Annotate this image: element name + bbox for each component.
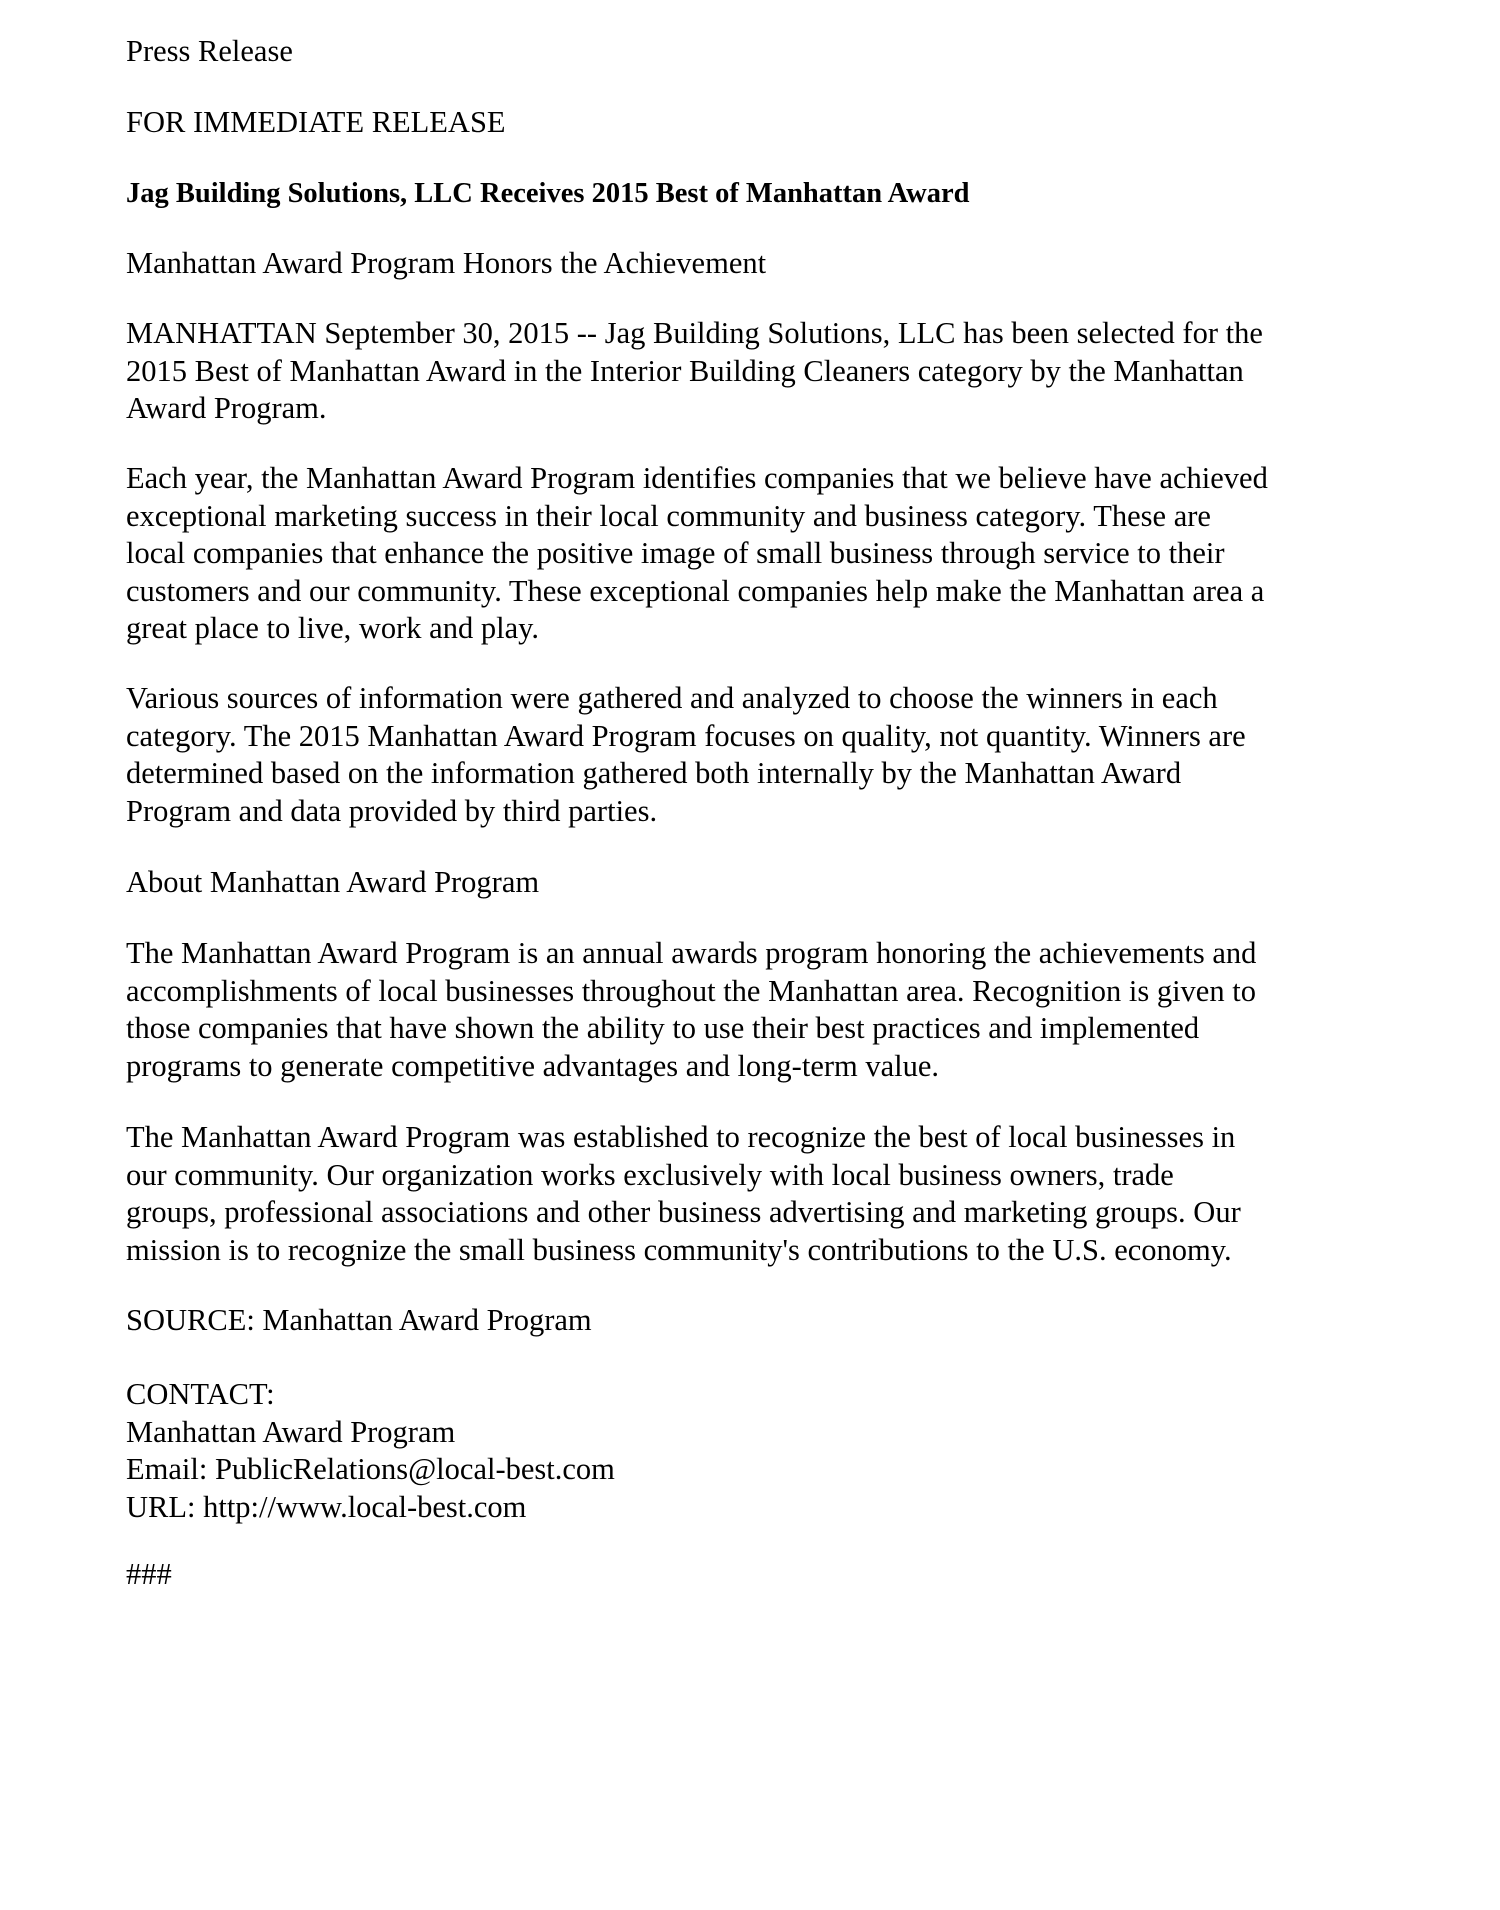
paragraph-line: The Manhattan Award Program was established to recognize the best of local businesses in — [126, 1120, 1236, 1154]
paragraph-line: category. The 2015 Manhattan Award Program focuses on quality, not quantity. Winners are — [126, 718, 1246, 753]
subheadline-text: Manhattan Award Program Honors the Achievement — [126, 246, 767, 280]
contact-organization: Manhattan Award Program — [126, 1414, 456, 1449]
source-text: SOURCE: Manhattan Award Program — [126, 1303, 592, 1337]
paragraph-line: determined based on the information gathered both internally by the Manhattan Award — [126, 756, 1182, 790]
announcement-paragraph — [126, 315, 1406, 428]
methodology-paragraph — [126, 680, 1406, 830]
about-paragraph-2 — [126, 1119, 1406, 1269]
paragraph-line: great place to live, work and play. — [126, 611, 540, 645]
paragraph-line: local companies that enhance the positive image of small business through service to their — [126, 536, 1225, 570]
paragraph-line: programs to generate competitive advantages and long-term value. — [126, 1048, 940, 1083]
paragraph-line: those companies that have shown the ability to use their best practices and implemented — [126, 1011, 1200, 1045]
paragraph-line: mission is to recognize the small business community's contributions to the U.S. economy. — [126, 1232, 1232, 1267]
paragraph-line: Various sources of information were gathered and analyzed to choose the winners in each — [126, 681, 1218, 715]
paragraph-line: our community. Our organization works exclusively with local business owners, trade — [126, 1157, 1174, 1192]
header-label-text: Press Release — [126, 34, 293, 68]
release-type-text: FOR IMMEDIATE RELEASE — [126, 105, 506, 139]
headline-text: Jag Building Solutions, LLC Receives 2015 Best of Manhattan Award — [126, 178, 970, 209]
selection-criteria-paragraph — [126, 460, 1406, 648]
contact-email[interactable]: Email: PublicRelations@local-best.com — [126, 1452, 615, 1486]
contact-label: CONTACT: — [126, 1377, 275, 1411]
end-marker — [126, 1556, 1406, 1594]
about-heading — [126, 864, 1406, 902]
subheadline — [126, 245, 1406, 283]
end-marker-text: ### — [126, 1557, 172, 1591]
paragraph-line: accomplishments of local businesses throughout the Manhattan area. Recognition is given to — [126, 973, 1256, 1008]
paragraph-line: groups, professional associations and other business advertising and marketing groups. Our — [126, 1195, 1241, 1229]
header-label — [126, 33, 1406, 71]
headline — [126, 175, 1406, 213]
paragraph-line: The Manhattan Award Program is an annual awards program honoring the achievements and — [126, 936, 1257, 970]
paragraph-line: customers and our community. These exceptional companies help make the Manhattan area a — [126, 573, 1265, 608]
release-type — [126, 104, 1406, 142]
source-line — [126, 1302, 1406, 1340]
contact-url[interactable]: URL: http://www.local-best.com — [126, 1489, 527, 1524]
paragraph-line: exceptional marketing success in their local community and business category. These are — [126, 498, 1211, 533]
paragraph-line: 2015 Best of Manhattan Award in the Interior Building Cleaners category by the Manhattan — [126, 353, 1244, 388]
about-paragraph-1 — [126, 935, 1406, 1085]
about-heading-text: About Manhattan Award Program — [126, 865, 540, 899]
paragraph-line: Award Program. — [126, 391, 327, 425]
paragraph-line: MANHATTAN September 30, 2015 -- Jag Building Solutions, LLC has been selected for the — [126, 316, 1263, 350]
contact-block — [126, 1376, 1406, 1526]
paragraph-line: Program and data provided by third parties. — [126, 793, 658, 828]
paragraph-line: Each year, the Manhattan Award Program identifies companies that we believe have achieved — [126, 461, 1268, 495]
